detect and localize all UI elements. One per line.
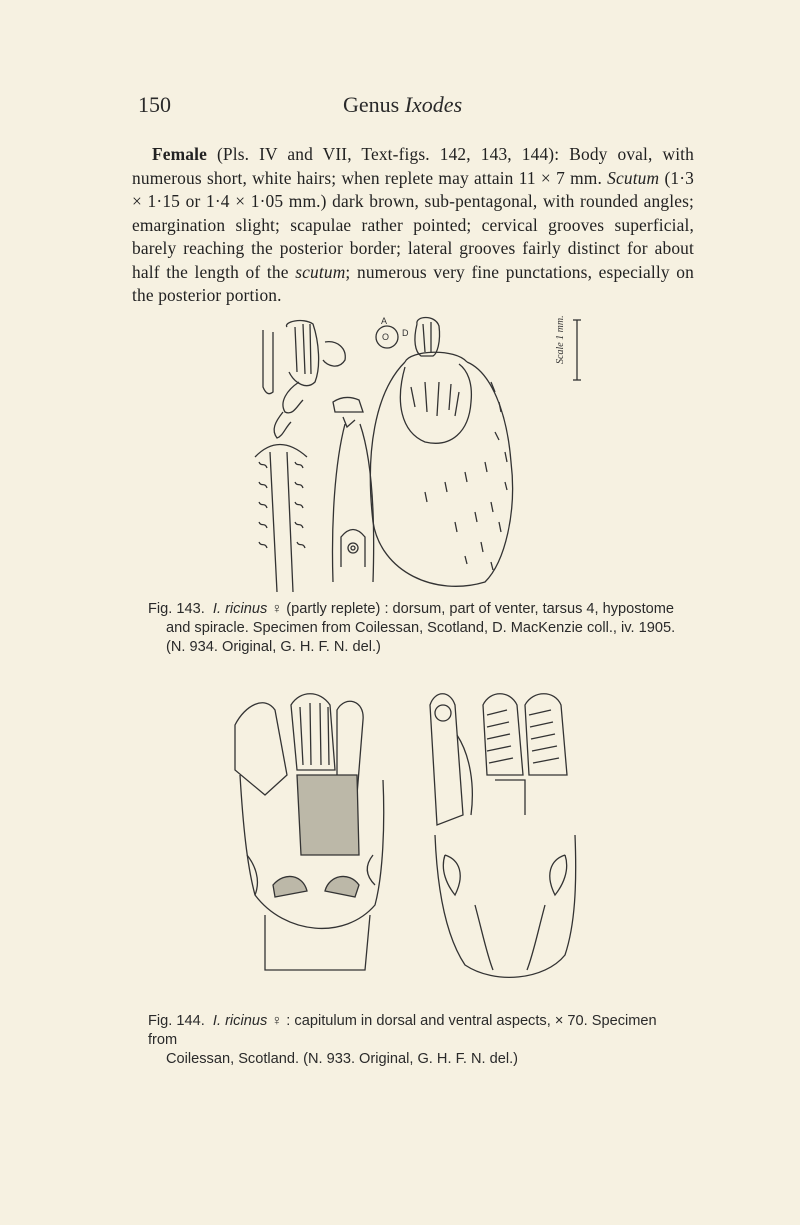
- capitulum-dorsal-drawing: [235, 694, 384, 970]
- fig-143-line-2: and spiracle. Specimen from Coilessan, Scotland, D. MacKenzie coll., iv. 1905.: [166, 620, 676, 636]
- sentence-1: Body oval, with numerous short, white hairs; when replete may attain 11 × 7 mm.: [132, 144, 695, 188]
- sentence-2: (1·3 × 1·15 or 1·4 × 1·05 mm.) dark brown, sub-pentagonal, with rounded angles; emargination slight; scapulae rather pointed; cervical grooves superficial, barely reaching the posterior border; lateral grooves fairly distinct for about half the length of the: [132, 167, 695, 282]
- lead-bold: Female: [152, 144, 207, 165]
- female-description-paragraph: [132, 143, 694, 308]
- fig-143-species: I. ricinus: [212, 601, 268, 617]
- label-A: A: [381, 316, 388, 326]
- genus-word: Genus: [343, 92, 400, 117]
- fig-143-label: Fig. 143.: [148, 601, 205, 617]
- fig-144-species: I. ricinus: [212, 1013, 268, 1029]
- figure-143-svg: [255, 312, 590, 597]
- fig-144-label: Fig. 144.: [148, 1013, 205, 1029]
- scutum-word-2: scutum: [295, 261, 346, 282]
- running-title: [343, 92, 462, 118]
- figure-144-svg: [225, 685, 615, 985]
- figure-143-drawing: [255, 312, 590, 597]
- sentence-3: ; numerous very fine punctations, especially on the posterior portion.: [132, 261, 694, 306]
- fig-144-line-2: Coilessan, Scotland. (N. 933. Original, G. H. F. N. del.): [166, 1051, 519, 1067]
- running-header: [138, 92, 688, 126]
- page-number: 150: [138, 92, 171, 117]
- fig-143-line-3: (N. 934. Original, G. H. F. N. del.): [166, 639, 381, 655]
- capitulum-ventral-drawing: [430, 694, 576, 978]
- genus-name: Ixodes: [404, 92, 463, 117]
- figure-144-caption: [148, 1012, 688, 1069]
- fig-143-line-1: ♀ (partly replete) : dorsum, part of venter, tarsus 4, hypostome: [271, 601, 675, 617]
- scutum-word: Scutum: [607, 167, 660, 188]
- svg-text:O: O: [382, 332, 390, 342]
- label-D: D: [402, 328, 409, 338]
- tarsus-drawing: [255, 321, 345, 592]
- dorsum-drawing: [370, 315, 581, 586]
- scale-note: Scale 1 mm.: [555, 315, 566, 364]
- figure-144-drawing: [225, 685, 615, 985]
- hypostome-spiracle-drawing: [333, 397, 374, 582]
- figure-143-caption: [148, 600, 688, 657]
- fig-144-line-1: ♀ : capitulum in dorsal and ventral aspects, × 70. Specimen from: [148, 1013, 657, 1048]
- lead-refs: (Pls. IV and VII, Text-figs. 142, 143, 144):: [216, 144, 560, 165]
